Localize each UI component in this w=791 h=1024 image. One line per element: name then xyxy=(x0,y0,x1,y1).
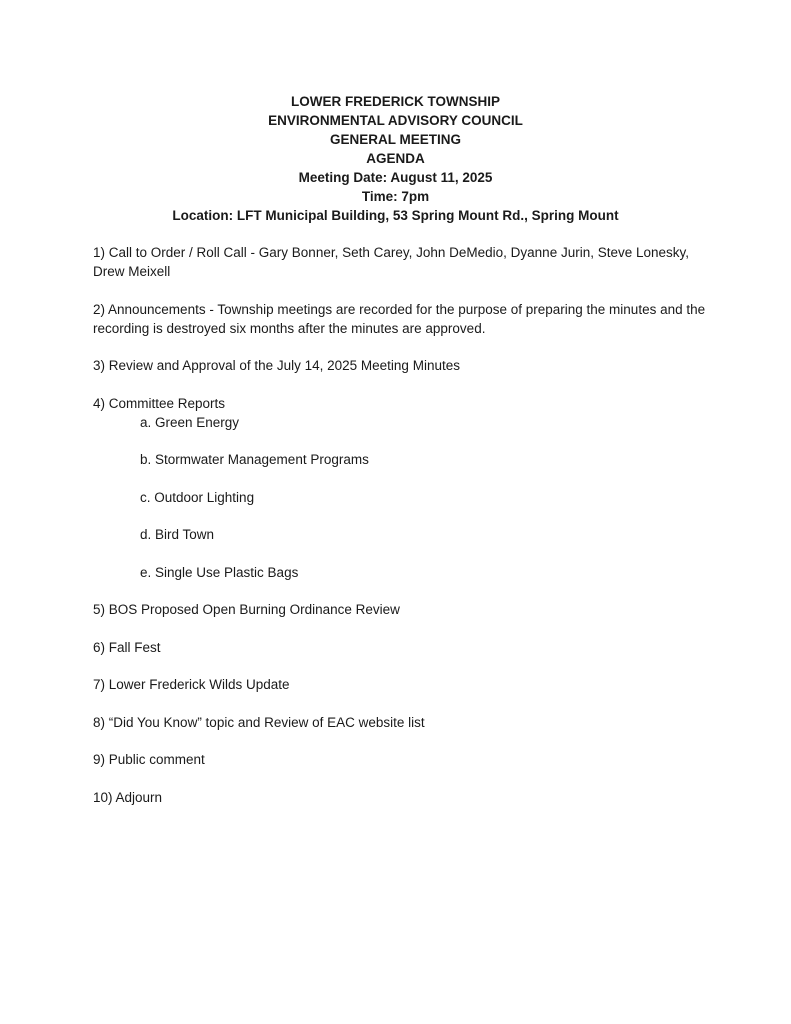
agenda-header xyxy=(0,92,791,225)
agenda-title: AGENDA xyxy=(366,151,425,166)
agenda-items xyxy=(93,243,713,825)
committee-item-bird-town: d. Bird Town xyxy=(140,527,215,542)
committee-item-green-energy: a. Green Energy xyxy=(140,414,240,430)
agenda-item-burning-ordinance: 5) BOS Proposed Open Burning Ordinance Review xyxy=(93,602,400,617)
agenda-item-announcements: 2) Announcements - Township meetings are recorded for the purpose of preparing the minutes and the recording is destroyed six months after the minutes are approved. xyxy=(93,301,706,336)
agenda-item-public-comment: 9) Public comment xyxy=(93,752,205,767)
agenda-item-did-you-know: 8) “Did You Know” topic and Review of EAC website list xyxy=(93,714,425,730)
agenda-item-adjourn: 10) Adjourn xyxy=(93,789,163,805)
agenda-item-call-to-order: 1) Call to Order / Roll Call - Gary Bonner, Seth Carey, John DeMedio, Dyanne Jurin, Steve Lonesky, Drew Meixell xyxy=(93,245,690,279)
agenda-item-minutes-approval: 3) Review and Approval of the July 14, 2025 Meeting Minutes xyxy=(93,358,460,373)
agenda-item-committee-reports: 4) Committee Reports xyxy=(93,395,226,411)
council-name: ENVIRONMENTAL ADVISORY COUNCIL xyxy=(268,113,523,128)
meeting-date: Meeting Date: August 11, 2025 xyxy=(298,170,493,185)
meeting-time: Time: 7pm xyxy=(361,189,430,204)
meeting-type: GENERAL MEETING xyxy=(329,132,461,147)
agenda-item-wilds-update: 7) Lower Frederick Wilds Update xyxy=(93,677,290,692)
committee-item-stormwater: b. Stormwater Management Programs xyxy=(140,452,369,467)
committee-item-plastic-bags: e. Single Use Plastic Bags xyxy=(140,564,299,580)
meeting-location: Location: LFT Municipal Building, 53 Spring Mount Rd., Spring Mount xyxy=(172,208,619,223)
agenda-item-fall-fest: 6) Fall Fest xyxy=(93,639,161,655)
township-name: LOWER FREDERICK TOWNSHIP xyxy=(291,94,500,109)
committee-item-outdoor-lighting: c. Outdoor Lighting xyxy=(140,489,255,505)
